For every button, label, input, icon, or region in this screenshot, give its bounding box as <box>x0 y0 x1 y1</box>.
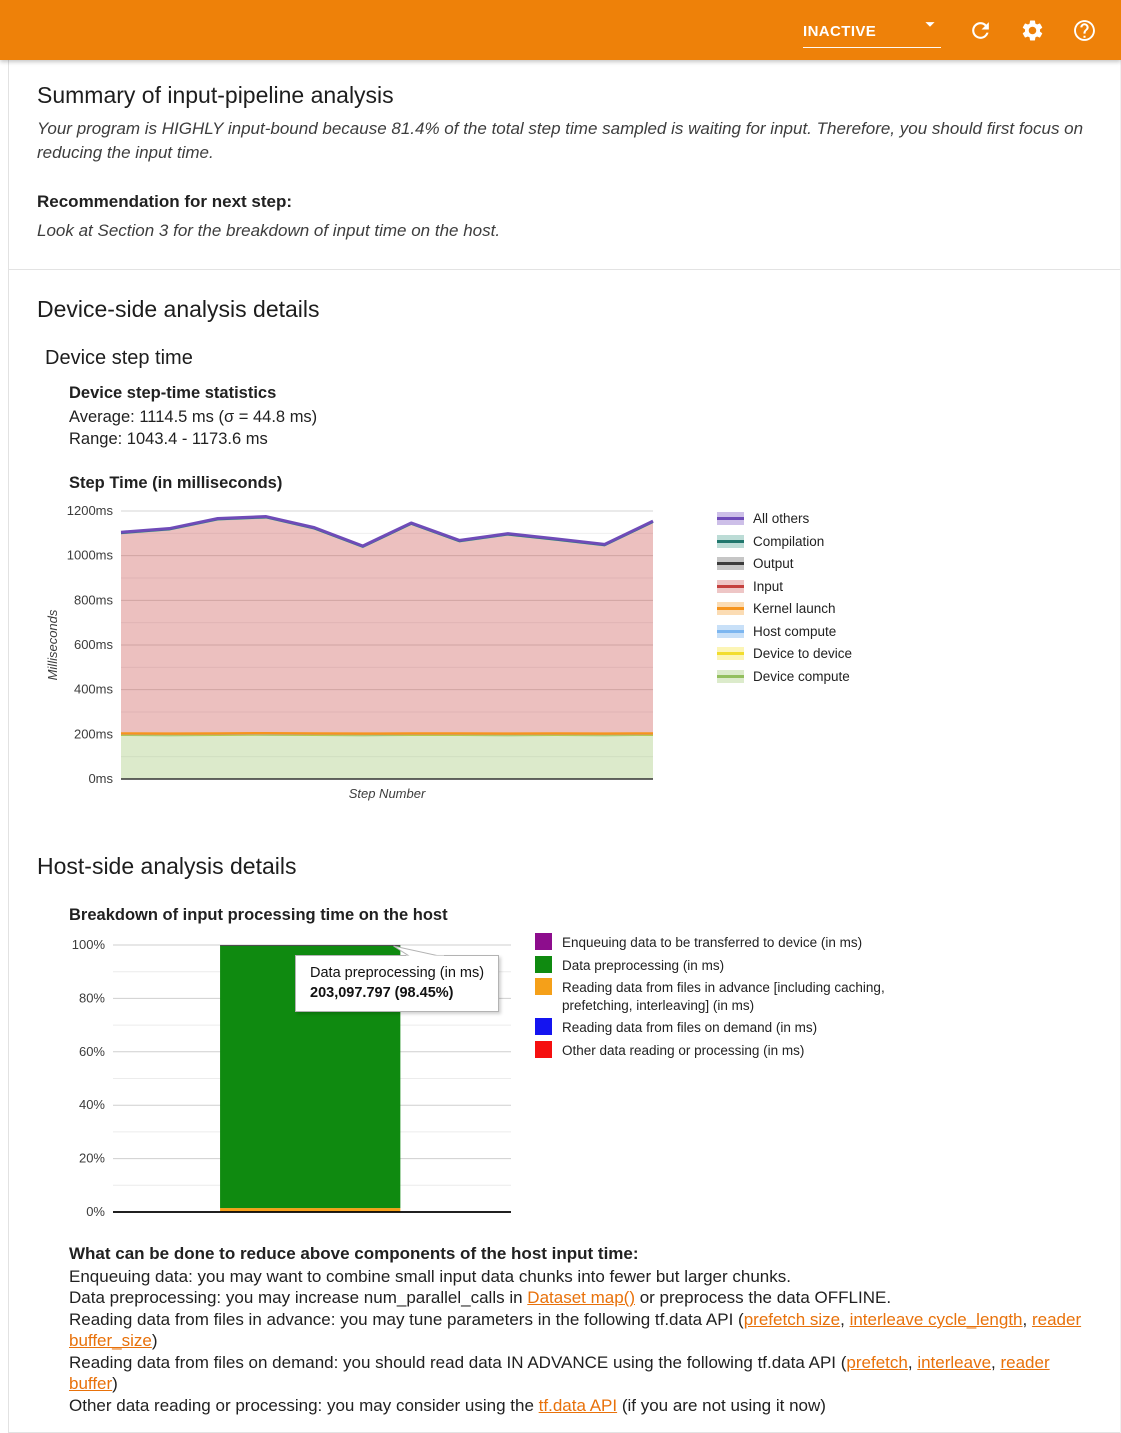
legend-label: Enqueuing data to be transferred to device (in ms) <box>562 935 863 951</box>
recommendation-text-segment: , <box>991 1352 1001 1372</box>
device-legend-item <box>717 601 852 616</box>
recommendation-line <box>69 1395 1099 1417</box>
svg-text:0%: 0% <box>86 1204 105 1220</box>
recommendation-text-segment: (if you are not using it now) <box>617 1395 826 1415</box>
tooltip-beak <box>392 945 444 957</box>
recommendation-text-segment: , <box>840 1309 850 1329</box>
stats-title: Device step-time statistics <box>69 384 277 403</box>
tooltip-value: 203,097.797 (98.45%) <box>310 985 454 1002</box>
tf-data-api-link[interactable]: reader buffer_size <box>69 1309 1082 1351</box>
svg-text:Milliseconds: Milliseconds <box>45 609 60 681</box>
legend-label: Input <box>753 578 784 594</box>
legend-label: Kernel launch <box>753 601 836 617</box>
recommendation-text-segment: Reading data from files in advance: you may tune parameters in the following tf.data API ( <box>69 1309 744 1329</box>
device-legend-item <box>717 556 852 571</box>
legend-swatch-icon <box>535 1018 552 1035</box>
device-legend-item <box>717 646 852 661</box>
legend-swatch-icon <box>535 933 552 950</box>
tf-data-api-link[interactable]: Dataset map() <box>527 1288 635 1308</box>
host-legend-item <box>535 978 907 1014</box>
svg-text:80%: 80% <box>78 990 105 1006</box>
tf-data-api-link[interactable]: reader buffer <box>69 1352 1050 1394</box>
device-step-time-chart <box>43 501 1120 805</box>
chart-tooltip <box>295 955 499 1012</box>
recommendation-text-segment: Reading data from files on demand: you should read data IN ADVANCE using the following tf.data API ( <box>69 1352 847 1372</box>
recommendation-text-segment: , <box>1022 1309 1032 1329</box>
recommendation-text-segment: , <box>907 1352 918 1372</box>
caret-down-icon <box>919 13 941 40</box>
svg-text:20%: 20% <box>78 1150 105 1166</box>
legend-label: Data preprocessing (in ms) <box>562 957 725 973</box>
svg-text:100%: 100% <box>71 937 105 953</box>
summary-body: Your program is HIGHLY input-bound because 81.4% of the total step time sampled is waiting for input. Therefore, you should first focus on reducing the input time. <box>37 119 1084 163</box>
run-status-select[interactable] <box>803 13 941 48</box>
svg-text:40%: 40% <box>78 1097 105 1113</box>
host-legend-item <box>535 956 907 975</box>
host-legend-item <box>535 1041 907 1060</box>
profile-content-card <box>8 60 1121 1433</box>
device-step-time-plot[interactable] <box>43 501 703 805</box>
legend-swatch-icon <box>717 557 744 570</box>
legend-swatch-icon <box>535 978 552 995</box>
tf-data-api-link[interactable]: prefetch <box>846 1352 908 1372</box>
recommendation-text-segment: Enqueuing data: you may want to combine small input data chunks into fewer but larger chunks. <box>69 1266 791 1286</box>
device-legend-item <box>717 579 852 594</box>
recommendation-line <box>69 1309 1099 1352</box>
legend-label: Device to device <box>753 646 853 662</box>
host-recommendations-lines <box>69 1266 1099 1417</box>
stats-average: Average: 1114.5 ms (σ = 44.8 ms) <box>69 408 318 427</box>
legend-label: Output <box>753 556 794 572</box>
summary-section <box>37 82 1120 269</box>
legend-label: Compilation <box>753 533 825 549</box>
app-toolbar <box>0 0 1121 60</box>
section-divider <box>9 269 1120 270</box>
svg-text:400ms: 400ms <box>73 682 113 698</box>
recommendation-text: Look at Section 3 for the breakdown of input time on the host. <box>37 221 501 241</box>
legend-label: Reading data from files in advance [including caching, prefetching, interleaving] (in ms) <box>562 980 885 1013</box>
recommendation-text-segment: ) <box>112 1374 118 1394</box>
svg-text:Step Number: Step Number <box>348 786 426 802</box>
svg-text:0ms: 0ms <box>88 771 113 787</box>
device-legend-item <box>717 624 852 639</box>
device-chart-title: Step Time (in milliseconds) <box>69 474 283 493</box>
legend-swatch-icon <box>717 535 744 548</box>
device-legend-item <box>717 534 852 549</box>
recommendation-line <box>69 1352 1099 1395</box>
legend-swatch-icon <box>717 580 744 593</box>
device-step-time-stats <box>69 382 1120 450</box>
tooltip-series-name: Data preprocessing (in ms) <box>310 965 485 982</box>
summary-title: Summary of input-pipeline analysis <box>37 82 394 108</box>
run-status-value: INACTIVE <box>803 22 877 40</box>
legend-swatch-icon <box>717 602 744 615</box>
svg-text:60%: 60% <box>78 1044 105 1060</box>
svg-text:200ms: 200ms <box>73 726 113 742</box>
recommendation-text-segment: or preprocess the data OFFLINE. <box>635 1288 892 1308</box>
host-legend-item <box>535 933 907 952</box>
legend-swatch-icon <box>535 1041 552 1058</box>
legend-swatch-icon <box>535 956 552 973</box>
settings-gear-icon[interactable] <box>1019 17 1045 43</box>
legend-label: Host compute <box>753 623 837 639</box>
host-side-section <box>37 853 1120 1416</box>
device-chart-legend <box>717 511 852 691</box>
legend-swatch-icon <box>717 647 744 660</box>
refresh-icon[interactable] <box>967 17 993 43</box>
recommendation-label: Recommendation for next step: <box>37 192 293 212</box>
device-section-title: Device-side analysis details <box>37 296 320 323</box>
stats-range: Range: 1043.4 - 1173.6 ms <box>69 430 268 449</box>
recommendation-text-segment: Other data reading or processing: you may consider using the <box>69 1395 539 1415</box>
host-legend-item <box>535 1018 907 1037</box>
tf-data-api-link[interactable]: prefetch size <box>743 1309 841 1329</box>
tf-data-api-link[interactable]: interleave cycle_length <box>849 1309 1023 1329</box>
device-legend-item <box>717 669 852 684</box>
recommendation-line <box>69 1266 1099 1288</box>
legend-label: All others <box>753 511 810 527</box>
legend-swatch-icon <box>717 625 744 638</box>
legend-label: Device compute <box>753 668 850 684</box>
legend-label: Other data reading or processing (in ms) <box>562 1042 805 1058</box>
svg-text:600ms: 600ms <box>73 637 113 653</box>
host-recommendations <box>69 1243 1099 1416</box>
recommendation-text-segment: ) <box>151 1331 158 1351</box>
svg-text:1200ms: 1200ms <box>66 503 113 519</box>
help-icon[interactable] <box>1071 17 1097 43</box>
device-legend-item <box>717 511 852 526</box>
legend-swatch-icon <box>717 512 744 525</box>
host-section-title: Host-side analysis details <box>37 853 297 880</box>
device-step-time-title: Device step time <box>45 347 193 370</box>
svg-text:800ms: 800ms <box>73 592 113 608</box>
host-chart-title: Breakdown of input processing time on the host <box>69 906 448 925</box>
tf-data-api-link[interactable]: tf.data API <box>538 1395 618 1415</box>
device-side-section <box>37 296 1120 805</box>
tf-data-api-link[interactable]: interleave <box>917 1352 992 1372</box>
recommendation-line <box>69 1287 1099 1309</box>
host-chart-legend <box>535 933 907 1063</box>
host-breakdown-chart <box>69 933 1120 1225</box>
svg-text:1000ms: 1000ms <box>66 548 113 564</box>
recommendation-text-segment: Data preprocessing: you may increase num_parallel_calls in <box>69 1288 528 1308</box>
legend-label: Reading data from files on demand (in ms) <box>562 1020 818 1036</box>
recommendations-heading: What can be done to reduce above components of the host input time: <box>69 1244 639 1264</box>
legend-swatch-icon <box>717 670 744 683</box>
